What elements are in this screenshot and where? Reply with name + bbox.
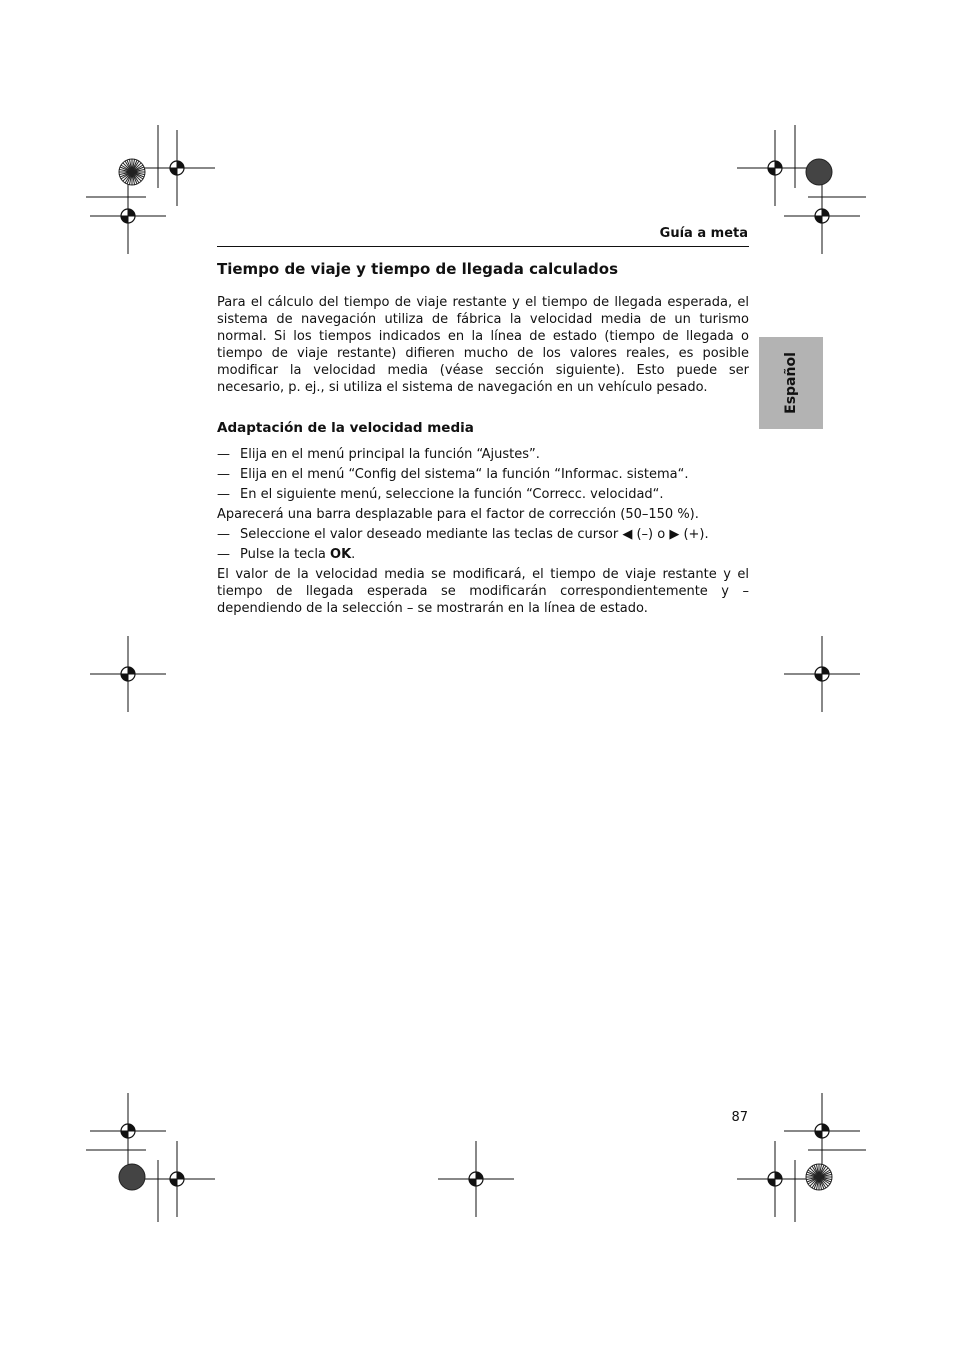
list-item (217, 486, 749, 506)
intro-paragraph: Para el cálculo del tiempo de viaje restante y el tiempo de llegada esperada, el sistema de navegación utiliza de fábrica la velocidad media de un turismo normal. Si los tiempos indicados en la línea de estado (tiempo de llegada o tiempo de viaje restante) difieren mucho de los valores reales, es posible modificar la velocidad media (véase sección siguiente). Esto puede ser necesario, p. ej., si utiliza el sistema de navegación en un vehículo pesado. (217, 295, 749, 395)
ok-key-label: OK (330, 547, 352, 562)
language-tab-label: Español (783, 352, 799, 414)
page-number: 87 (731, 1110, 748, 1125)
note-line: Aparecerá una barra desplazable para el factor de corrección (50–150 %). (217, 507, 699, 522)
step-text: En el siguiente menú, seleccione la función “Correcc. velocidad“. (240, 487, 664, 502)
gray-disc-icon (806, 159, 832, 185)
dash-bullet: — (217, 547, 230, 562)
dash-bullet: — (217, 487, 230, 502)
list-item (217, 526, 749, 546)
subsection-title: Adaptación de la velocidad media (217, 420, 474, 436)
starburst-icon (806, 1164, 832, 1190)
language-tab (759, 337, 823, 429)
step-text: Elija en el menú “Config del sistema“ la función “Informac. sistema“. (240, 467, 689, 482)
step-text: Elija en el menú principal la función “Ajustes”. (240, 447, 540, 462)
result-paragraph: El valor de la velocidad media se modificará, el tiempo de viaje restante y el tiempo de llegada esperada se modificarán correspondientemente y – dependiendo de la selección – se mostrarán en la línea de estado. (217, 567, 749, 616)
dash-bullet: — (217, 527, 230, 542)
main-content (217, 258, 749, 617)
list-item (217, 466, 749, 486)
step-text (240, 546, 355, 566)
gray-disc-icon (119, 1164, 145, 1190)
dash-bullet: — (217, 447, 230, 462)
step-text-suffix: . (351, 547, 356, 562)
step-text-prefix: Pulse la tecla (240, 547, 326, 562)
dash-bullet: — (217, 467, 230, 482)
running-head: Guía a meta (659, 226, 748, 241)
section-title: Tiempo de viaje y tiempo de llegada calculados (217, 260, 619, 278)
header-rule (217, 246, 749, 247)
list-item (217, 546, 749, 566)
starburst-icon (119, 159, 145, 185)
step-text: Seleccione el valor deseado mediante las teclas de cursor ◀ (–) o ▶ (+). (240, 527, 709, 542)
list-item (217, 446, 749, 466)
